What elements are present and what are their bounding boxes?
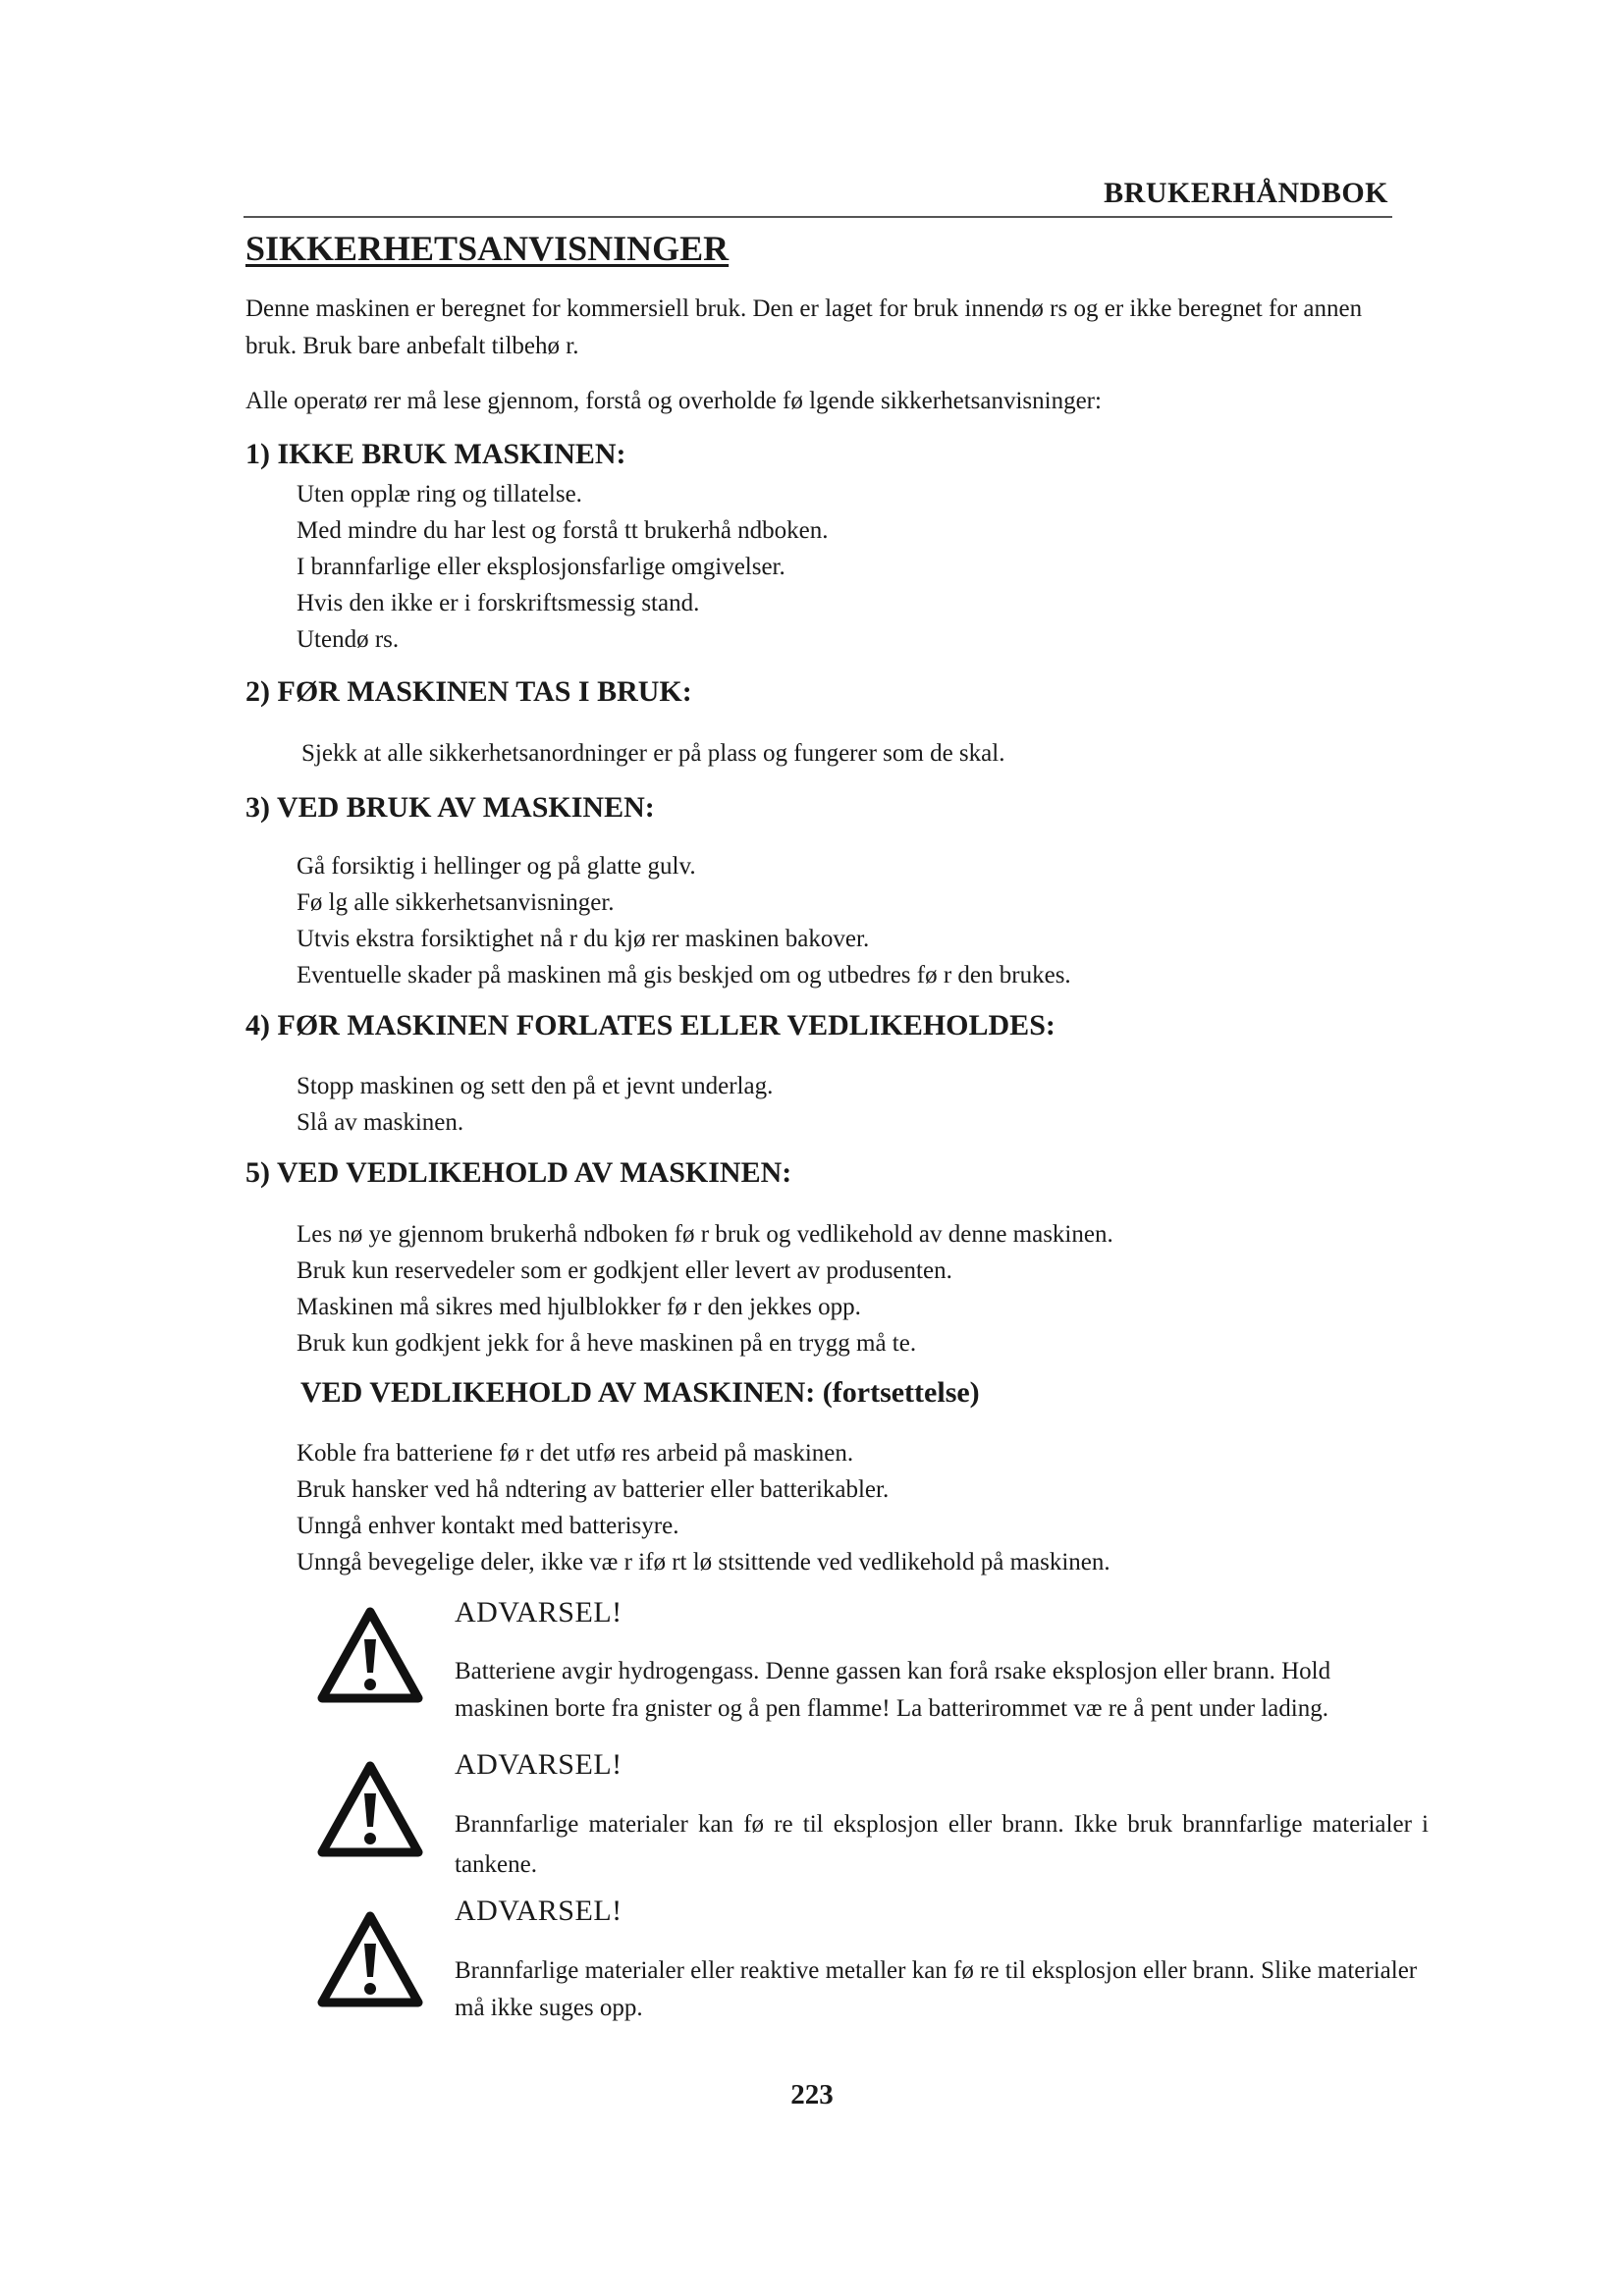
warning-2-title: ADVARSEL!	[455, 1748, 623, 1781]
list-item: I brannfarlige eller eksplosjonsfarlige omgivelser.	[297, 554, 785, 580]
section-2-title: 2) FØR MASKINEN TAS I BRUK:	[245, 675, 692, 708]
list-item: Med mindre du har lest og forstå tt brukerhå ndboken.	[297, 517, 829, 544]
section-5-continued-list	[297, 1435, 1110, 1580]
warning-1-text: Batteriene avgir hydrogengass. Denne gassen kan forå rsake eksplosjon eller brann. Hold maskinen borte fra gnister og å pen flamme! La batterirommet væ re å pent under lading.	[455, 1658, 1331, 1722]
list-item: Koble fra batteriene fø r det utfø res arbeid på maskinen.	[297, 1440, 854, 1467]
warning-3-title: ADVARSEL!	[455, 1895, 623, 1927]
list-item: Sjekk at alle sikkerhetsanordninger er på plass og fungerer som de skal.	[301, 740, 1005, 767]
section-3-title: 3) VED BRUK AV MASKINEN:	[245, 791, 655, 824]
list-item: Bruk kun godkjent jekk for å heve maskinen på en trygg må te.	[297, 1330, 917, 1357]
list-item: Eventuelle skader på maskinen må gis beskjed om og utbedres fø r den brukes.	[297, 962, 1071, 988]
list-item: Unngå enhver kontakt med batterisyre.	[297, 1513, 679, 1539]
list-item: Bruk kun reservedeler som er godkjent eller levert av produsenten.	[297, 1257, 952, 1284]
list-item: Stopp maskinen og sett den på et jevnt underlag.	[297, 1073, 774, 1099]
warning-3-text: Brannfarlige materialer eller reaktive metaller kan fø re til eksplosjon eller brann. Slike materialer må ikke suges opp.	[455, 1957, 1418, 2021]
warning-triangle-icon	[316, 1606, 424, 1704]
list-item: Gå forsiktig i hellinger og på glatte gulv.	[297, 853, 696, 880]
page-number: 223	[790, 2079, 834, 2110]
section-1-list	[297, 476, 829, 658]
intro-paragraph: Denne maskinen er beregnet for kommersiell bruk. Den er laget for bruk innendø rs og er ikke beregnet for annen bruk. Bruk bare anbefalt tilbehø r.	[245, 295, 1363, 359]
list-item: Hvis den ikke er i forskriftsmessig stand.	[297, 590, 700, 616]
warning-triangle-icon	[316, 1760, 424, 1858]
header-divider	[244, 216, 1392, 218]
warning-2-text: Brannfarlige materialer kan fø re til eksplosjon eller brann. Ikke bruk brannfarlige materialer i tankene.	[455, 1811, 1429, 1878]
section-5-list	[297, 1216, 1113, 1362]
list-item: Uten opplæ ring og tillatelse.	[297, 481, 582, 507]
list-item: Bruk hansker ved hå ndtering av batterier eller batterikabler.	[297, 1476, 890, 1503]
list-item: Slå av maskinen.	[297, 1109, 464, 1136]
list-item: Les nø ye gjennom brukerhå ndboken fø r bruk og vedlikehold av denne maskinen.	[297, 1221, 1113, 1248]
list-item: Unngå bevegelige deler, ikke væ r ifø rt lø stsittende ved vedlikehold på maskinen.	[297, 1549, 1110, 1575]
warning-1-title: ADVARSEL!	[455, 1596, 623, 1629]
section-3-list	[297, 848, 1071, 993]
section-4-title: 4) FØR MASKINEN FORLATES ELLER VEDLIKEHOLDES:	[245, 1009, 1056, 1041]
section-5-continued-title: VED VEDLIKEHOLD AV MASKINEN: (fortsettelse)	[300, 1376, 980, 1409]
list-item: Utvis ekstra forsiktighet nå r du kjø rer maskinen bakover.	[297, 926, 870, 952]
list-item: Fø lg alle sikkerhetsanvisninger.	[297, 889, 615, 916]
header-title: BRUKERHÅNDBOK	[1104, 177, 1388, 209]
section-5-title: 5) VED VEDLIKEHOLD AV MASKINEN:	[245, 1156, 792, 1189]
list-item: Maskinen må sikres med hjulblokker fø r den jekkes opp.	[297, 1294, 861, 1320]
section-4-list	[297, 1068, 773, 1141]
intro-instruction: Alle operatø rer må lese gjennom, forstå og overholde fø lgende sikkerhetsanvisninger:	[245, 388, 1102, 414]
page-title: SIKKERHETSANVISNINGER	[245, 229, 730, 268]
section-2-list	[301, 735, 1004, 772]
warning-triangle-icon	[316, 1910, 424, 2008]
section-1-title: 1) IKKE BRUK MASKINEN:	[245, 438, 626, 470]
list-item: Utendø rs.	[297, 626, 400, 653]
